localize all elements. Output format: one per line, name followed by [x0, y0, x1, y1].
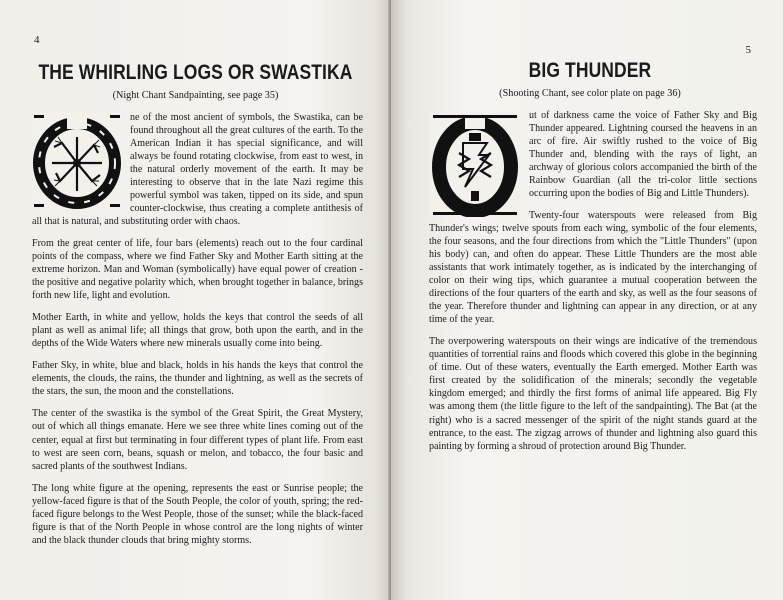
left-page-body: [22, 111, 369, 547]
big-thunder-sandpainting-illustration: [429, 113, 521, 217]
right-paragraph-2: Twenty-four waterspouts were released from Big Thunder's wings; twelve spouts from each wing, symbolic of the four elements, the four seasons, and the four directions from which the "Little Thunders" (upon his body) can, and often do appear. These Little Thunders are the most able assistants that work intimately together, as is indicated by the interchanging of color on their wing tips, which guarantee a mutual cooperation between the directions of the four quarters of the earth and sky, as well as the four seasons of the year. Therefore thunder and lightning can appear in any direction, or at any time of the year.: [429, 209, 757, 326]
page-number-right: 5: [745, 44, 751, 56]
left-paragraph-5: The center of the swastika is the symbol of the Great Spirit, the Great Mystery, out of which all things emanate. Here we see three white lines coming out of the center, equal at first but terminating in four different types of plant life. From east to west are seen corn, beans, squash or melon, and tobacco, the four basic and sacred plants of the southwest Indians.: [32, 408, 363, 472]
page-number-left: 4: [34, 34, 40, 46]
left-paragraph-6: The long white figure at the opening, represents the east or Sunrise people; the yellow-faced figure is that of the South People, the color of youth, spring; the red-faced figure belongs to the West People, those of the sunset; while the black-faced figure is that of the North People in whose control are the long nights of winter and the black thunder clouds that bring mighty storms.: [32, 482, 363, 546]
left-paragraph-3: Mother Earth, in white and yellow, holds the keys that control the seeds of all plant as well as animal life; all things that grow, both upon the earth, and in the depths of the Wide Waters where new minerals usually come into being.: [32, 312, 363, 350]
whirling-logs-icon: [32, 113, 122, 209]
right-page: [391, 0, 783, 600]
left-paragraph-1: ne of the most ancient of symbols, the Swastika, can be found throughout all the great cultures of the earth. To the American Indian it has special significance, and will always be found rotating clockwise, from east to west, in the natural orderly movement of the earth. It may be interesting to observe that in the late Nazi regime this powerful symbol was taken, tipped on its side, and spun counter-clockwise, thus creating a complete antithesis of all that is natural, and substituting order with chaos.: [32, 111, 363, 227]
left-paragraph-4: Father Sky, in white, blue and black, holds in his hands the keys that control the elements, the clouds, the rains, the thunder and lightning, as well as the secrets of the stars, the sun, the moon and the constellations.: [32, 360, 363, 398]
right-page-subtitle: (Shooting Chant, see color plate on page 36): [499, 87, 681, 99]
right-page-title: BIG THUNDER: [528, 57, 652, 82]
left-page-subtitle: (Night Chant Sandpainting, see page 35): [112, 89, 279, 101]
big-thunder-icon: [429, 113, 521, 217]
left-paragraph-2: From the great center of life, four bars (elements) reach out to the four cardinal points of the compass, where we find Father Sky and Mother Earth sitting at the extreme horizon. Man and Woman (symbolically) have equal power of creation - the positive and negative polarity which, when brought together in balance, brings forth new life, light and evolution.: [32, 237, 363, 302]
left-page-title: THE WHIRLING LOGS OR SWASTIKA: [38, 59, 353, 84]
right-paragraph-3: The overpowering waterspouts on their wings are indicative of the tremendous quantities of torrential rains and floods which covered this globe in the beginning of time. Out of these waters, eventually the Earth emerged. Mother Earth was first created by the solidification of the minerals; secondly the vegetable kingdom emerged; and thirdly the first forms of animal life appeared. Big Fly was among them (the little figure to the left of the sandpainting). The Bat (at the right) who is a sacred messenger of the spirit of the night stands guard at the entrance, to the east. The zigzag arrows of thunder and lightning also guard this painting by forming a shroud of protection around Big Thunder.: [429, 336, 757, 452]
right-paragraph-1: ut of darkness came the voice of Father Sky and Big Thunder appeared. Lightning coursed the heavens in an arc of fire. Air swiftly rushed to the voice of Big Thunder and, blending with the rays of light, an archway of glorious colors accompanied the birth of the Rainbow Guardian (all the tri-color little sections occurring upon the bodies of Big and Little Thunders).: [529, 109, 757, 199]
right-page-body: [419, 109, 761, 453]
swastika-sandpainting-illustration: [32, 113, 122, 209]
left-page: [0, 0, 391, 600]
